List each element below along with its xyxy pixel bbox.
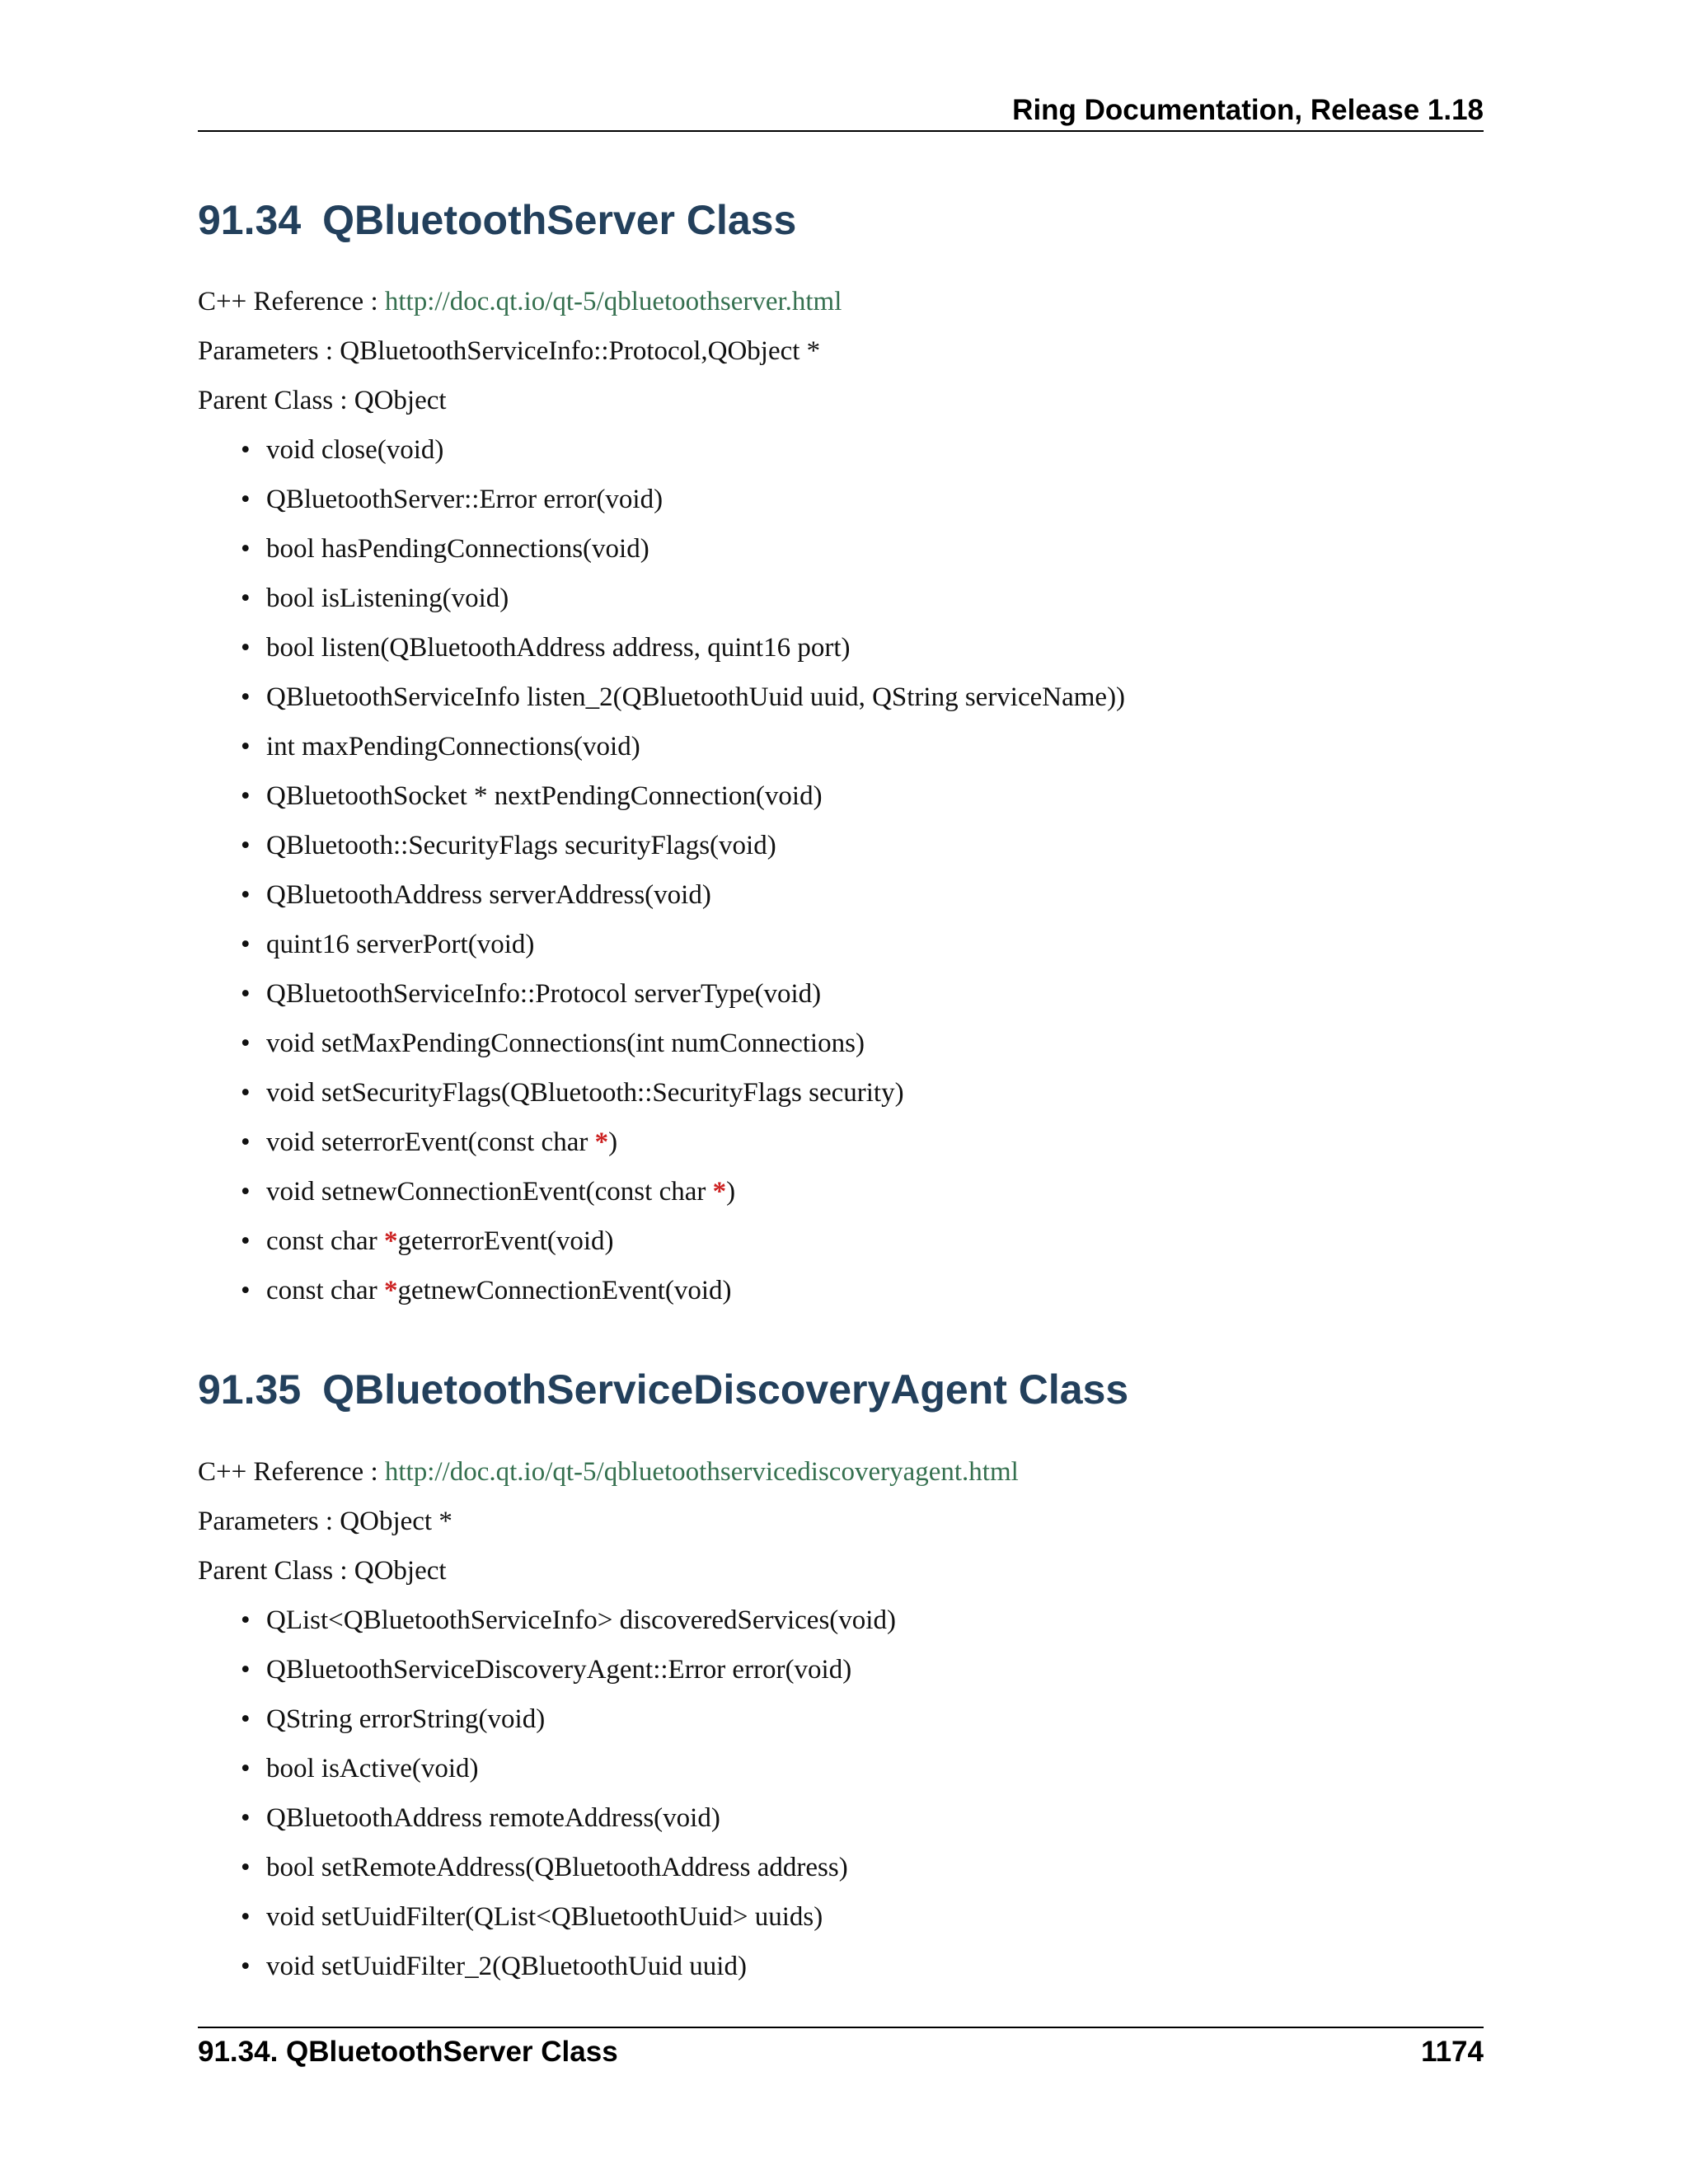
method-item — [198, 829, 1125, 879]
method-item — [198, 582, 1125, 631]
method-signature: QBluetoothServiceInfo listen_2(QBluetoothUuid uuid, QString serviceName)) — [266, 682, 1126, 712]
cpp-reference-line — [198, 285, 842, 318]
method-item — [198, 483, 1125, 532]
section-number: 91.34 — [198, 197, 302, 243]
method-item — [198, 434, 1125, 483]
parameters-value: QBluetoothServiceInfo::Protocol,QObject * — [340, 336, 821, 366]
pointer-star: * — [594, 1127, 609, 1157]
bullet-icon: • — [241, 880, 251, 910]
parent-class-value: QObject — [354, 1556, 447, 1586]
method-item — [198, 928, 1125, 977]
parent-class-label: Parent Class : — [198, 1556, 354, 1586]
method-signature-end: geterrorEvent(void) — [397, 1226, 614, 1256]
bullet-icon: • — [241, 1902, 251, 1932]
section-number: 91.35 — [198, 1366, 302, 1413]
method-signature: void setUuidFilter_2(QBluetoothUuid uuid) — [266, 1952, 747, 1981]
section-title-text: QBluetoothServer Class — [322, 197, 797, 243]
parent-class-label: Parent Class : — [198, 386, 354, 415]
method-signature: QBluetoothAddress serverAddress(void) — [266, 880, 711, 910]
method-item — [198, 1225, 1125, 1274]
method-signature: void setUuidFilter(QList<QBluetoothUuid> uuids) — [266, 1902, 823, 1932]
method-item — [198, 1752, 896, 1802]
parameters-label: Parameters : — [198, 336, 340, 366]
method-item — [198, 977, 1125, 1027]
method-item — [198, 1604, 896, 1653]
method-signature-start: void setnewConnectionEvent(const char — [266, 1177, 713, 1207]
method-signature-end: ) — [608, 1127, 618, 1157]
parameters-label: Parameters : — [198, 1507, 340, 1536]
method-item — [198, 681, 1125, 730]
footer-rule — [198, 2027, 1484, 2028]
pointer-star: * — [712, 1177, 727, 1207]
method-signature: QBluetooth::SecurityFlags securityFlags(void) — [266, 831, 776, 860]
bullet-icon: • — [241, 1803, 251, 1833]
parameters-line — [198, 335, 820, 368]
bullet-icon: • — [241, 831, 251, 860]
bullet-icon: • — [241, 979, 251, 1009]
bullet-icon: • — [241, 1276, 251, 1305]
method-item — [198, 532, 1125, 582]
method-item — [198, 1950, 896, 1999]
bullet-icon: • — [241, 1754, 251, 1783]
method-signature: bool hasPendingConnections(void) — [266, 534, 649, 564]
bullet-icon: • — [241, 1226, 251, 1256]
parameters-line — [198, 1505, 452, 1538]
cpp-reference-link[interactable]: http://doc.qt.io/qt-5/qbluetoothserver.html — [384, 287, 842, 316]
cpp-reference-link[interactable]: http://doc.qt.io/qt-5/qbluetoothservicediscoveryagent.html — [384, 1457, 1019, 1487]
method-item — [198, 1900, 896, 1950]
method-signature: bool setRemoteAddress(QBluetoothAddress address) — [266, 1853, 848, 1882]
bullet-icon: • — [241, 435, 251, 465]
cpp-reference-line — [198, 1455, 1019, 1488]
bullet-icon: • — [241, 781, 251, 811]
bullet-icon: • — [241, 930, 251, 959]
method-item — [198, 879, 1125, 928]
bullet-icon: • — [241, 1177, 251, 1207]
section-heading-qbluetoothserver — [198, 195, 796, 245]
bullet-icon: • — [241, 1952, 251, 1981]
bullet-icon: • — [241, 1127, 251, 1157]
method-item — [198, 1703, 896, 1752]
bullet-icon: • — [241, 583, 251, 613]
method-item — [198, 1851, 896, 1900]
running-header: Ring Documentation, Release 1.18 — [1012, 94, 1484, 126]
header-rule — [198, 130, 1484, 132]
method-signature: QBluetoothSocket * nextPendingConnection(void) — [266, 781, 823, 811]
bullet-icon: • — [241, 1605, 251, 1635]
method-signature-start: const char — [266, 1276, 384, 1305]
method-signature: QBluetoothServiceInfo::Protocol serverType(void) — [266, 979, 822, 1009]
pointer-star: * — [383, 1226, 398, 1256]
bullet-icon: • — [241, 1655, 251, 1685]
method-item — [198, 1653, 896, 1703]
parent-class-line — [198, 1554, 447, 1587]
method-item — [198, 780, 1125, 829]
method-signature-start: void seterrorEvent(const char — [266, 1127, 595, 1157]
method-signature: quint16 serverPort(void) — [266, 930, 535, 959]
method-signature: int maxPendingConnections(void) — [266, 732, 640, 762]
method-signature: bool listen(QBluetoothAddress address, quint16 port) — [266, 633, 851, 663]
bullet-icon: • — [241, 732, 251, 762]
method-signature: bool isActive(void) — [266, 1754, 479, 1783]
method-signature: QString errorString(void) — [266, 1704, 546, 1734]
section-title-text: QBluetoothServiceDiscoveryAgent Class — [322, 1366, 1129, 1413]
document-page — [198, 0, 1484, 2184]
method-item — [198, 1175, 1125, 1225]
cpp-reference-label: C++ Reference : — [198, 287, 385, 316]
method-item — [198, 1802, 896, 1851]
page-number: 1174 — [1421, 2036, 1484, 2068]
pointer-star: * — [383, 1276, 398, 1305]
method-signature: QBluetoothServer::Error error(void) — [266, 485, 663, 514]
method-signature-end: ) — [726, 1177, 736, 1207]
method-signature: bool isListening(void) — [266, 583, 509, 613]
method-signature-end: getnewConnectionEvent(void) — [397, 1276, 732, 1305]
bullet-icon: • — [241, 1853, 251, 1882]
method-list-qbluetoothservicediscoveryagent — [198, 1604, 896, 1999]
method-list-qbluetoothserver — [198, 434, 1125, 1324]
cpp-reference-label: C++ Reference : — [198, 1457, 385, 1487]
method-signature: QBluetoothAddress remoteAddress(void) — [266, 1803, 720, 1833]
bullet-icon: • — [241, 1704, 251, 1734]
section-heading-qbluetoothservicediscoveryagent — [198, 1365, 1128, 1414]
method-item — [198, 1274, 1125, 1324]
parameters-value: QObject * — [340, 1507, 452, 1536]
method-signature: QList<QBluetoothServiceInfo> discoveredServices(void) — [266, 1605, 896, 1635]
bullet-icon: • — [241, 1078, 251, 1108]
method-item — [198, 1076, 1125, 1126]
method-signature: QBluetoothServiceDiscoveryAgent::Error error(void) — [266, 1655, 852, 1685]
method-signature: void setSecurityFlags(QBluetooth::SecurityFlags security) — [266, 1078, 904, 1108]
method-signature: void close(void) — [266, 435, 444, 465]
parent-class-value: QObject — [354, 386, 447, 415]
method-item — [198, 1126, 1125, 1175]
bullet-icon: • — [241, 682, 251, 712]
method-item — [198, 1027, 1125, 1076]
bullet-icon: • — [241, 1029, 251, 1058]
method-signature: void setMaxPendingConnections(int numConnections) — [266, 1029, 865, 1058]
bullet-icon: • — [241, 534, 251, 564]
footer-section-label: 91.34. QBluetoothServer Class — [198, 2036, 618, 2068]
parent-class-line — [198, 384, 447, 417]
method-item — [198, 730, 1125, 780]
method-item — [198, 631, 1125, 681]
bullet-icon: • — [241, 485, 251, 514]
bullet-icon: • — [241, 633, 251, 663]
method-signature-start: const char — [266, 1226, 384, 1256]
